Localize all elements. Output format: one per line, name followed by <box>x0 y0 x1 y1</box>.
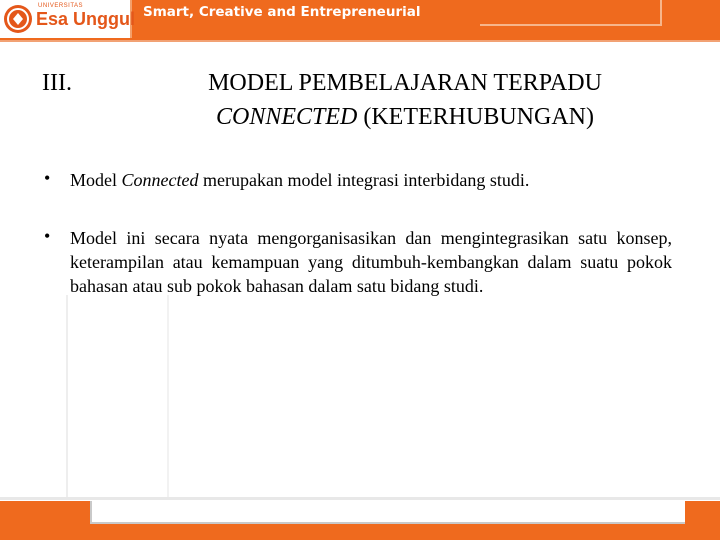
tagline: Smart, Creative and Entrepreneurial <box>143 4 421 20</box>
header-decoration <box>480 0 662 26</box>
title-line-2 <box>160 100 650 134</box>
bullet-text-2: Model ini secara nyata mengorganisasikan dan mengintegrasikan satu konsep, keterampilan atau kemampuan yang ditumbuh-kembangkan dalam suatu pokok bahasan atau sub pokok bahasan dalam satu bidang studi. <box>70 228 672 296</box>
bullet-1-suffix: merupakan model integrasi interbidang studi. <box>198 170 530 190</box>
university-logo-icon <box>4 5 32 33</box>
header-band <box>0 0 720 40</box>
section-number: III. <box>42 70 72 96</box>
title-line-1: MODEL PEMBELAJARAN TERPADU <box>208 70 602 96</box>
footer-divider <box>0 497 720 500</box>
logo <box>0 0 136 38</box>
header-divider <box>0 40 720 42</box>
bullet-marker: • <box>44 226 51 246</box>
decorative-line <box>167 295 169 500</box>
bullet-1-prefix: Model <box>70 170 122 190</box>
title-emphasis: CONNECTED <box>215 104 358 130</box>
decorative-line <box>66 295 68 500</box>
logo-subtitle: UNIVERSITAS <box>38 3 84 9</box>
bullet-1-emphasis: Connected <box>121 170 199 190</box>
slide-title <box>160 66 650 134</box>
logo-text: Esa Unggul <box>36 9 136 29</box>
title-rest: (KETERHUBUNGAN) <box>357 104 594 130</box>
footer-decoration <box>90 501 685 524</box>
bullet-text-1 <box>70 168 672 192</box>
bullet-marker: • <box>44 168 51 188</box>
